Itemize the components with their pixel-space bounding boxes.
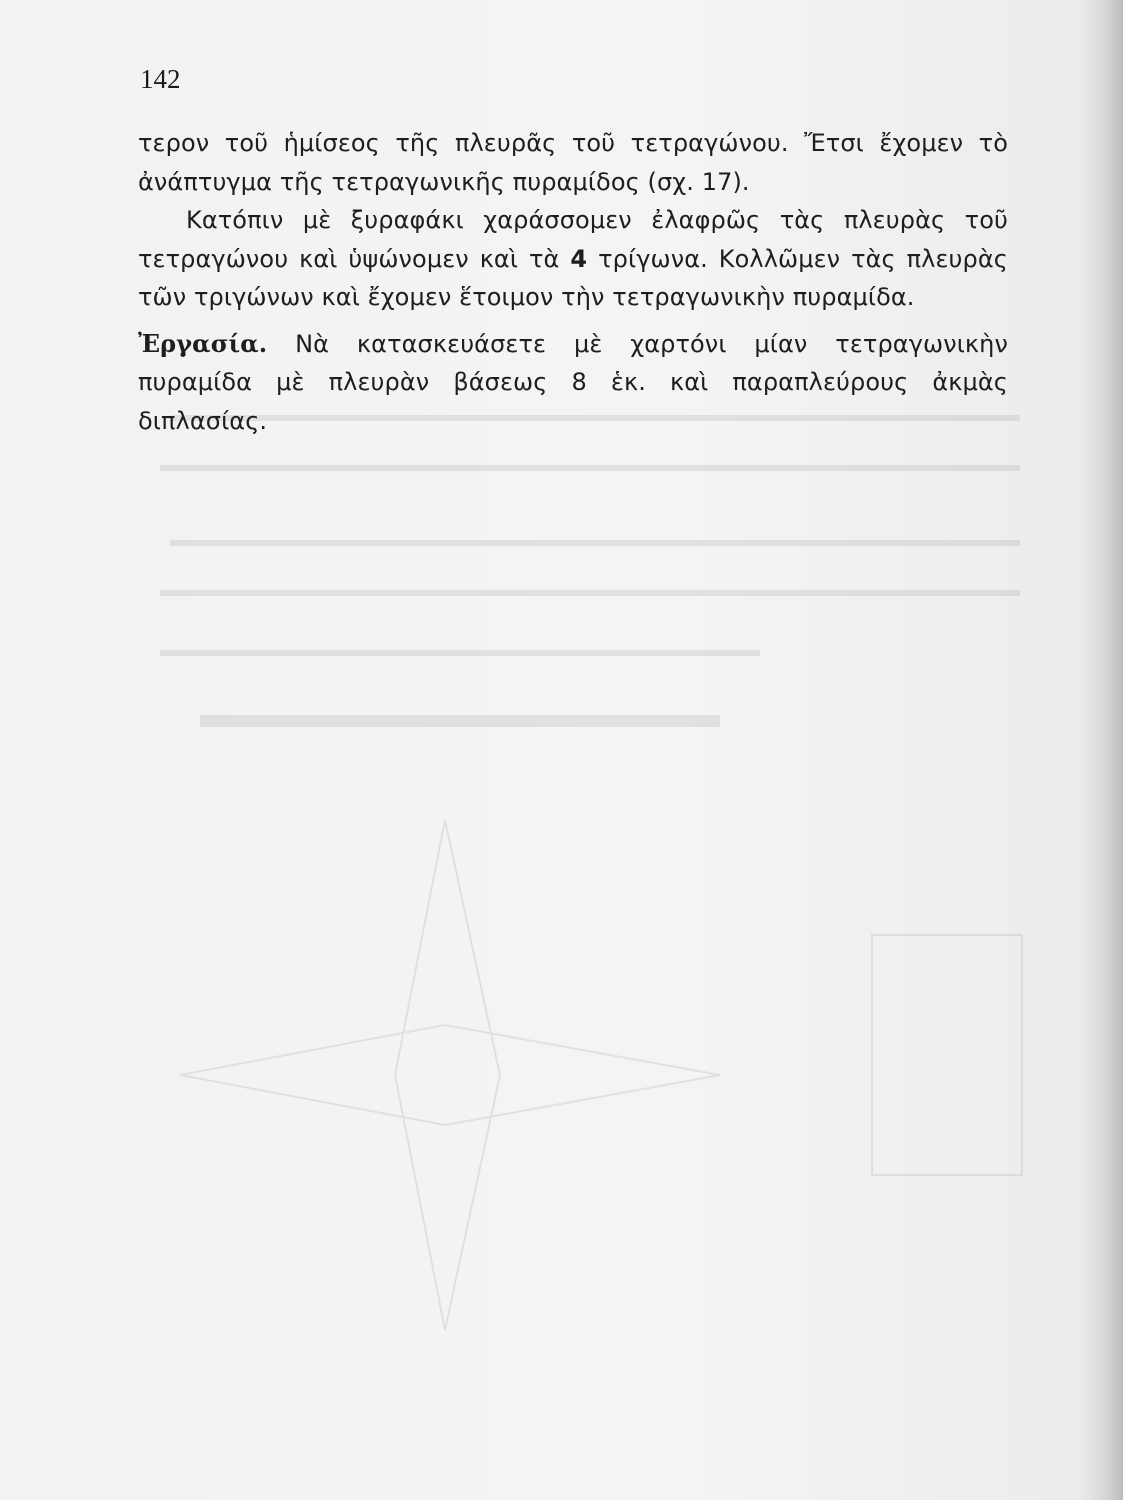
paragraph-2-text-start: Κατόπιν μὲ ξυραφάκι χαράσσομεν ἐλαφρῶς τὰς πλευρὰς τοῦ τετραγώνου καὶ ὑψώνομεν καὶ τὰ	[138, 206, 1008, 273]
paragraph-2	[138, 201, 1008, 317]
paragraph-2-text-end: τρίγωνα. Κολλῶμεν τὰς πλευρὰς τῶν τριγώνων καὶ ἔχομεν ἕτοιμον τὴν τετραγωνικὴν πυραμίδα.	[138, 244, 1008, 311]
exercise-heading: Ἐργασία.	[138, 328, 268, 358]
page-number: 142	[140, 64, 181, 94]
paragraph-2-number: 4	[570, 244, 588, 273]
body-text	[138, 124, 1008, 440]
paragraph-1-text: τερον τοῦ ἡμίσεος τῆς πλευρᾶς τοῦ τετραγώνου. Ἔτσι ἔχομεν τὸ ἀνάπτυγμα τῆς τετραγωνικῆς πυραμίδος (σχ. 17).	[138, 129, 1008, 196]
paragraph-3	[138, 325, 1008, 441]
paragraph-1	[138, 124, 1008, 201]
exercise-text: Νὰ κατασκευάσετε μὲ χαρτόνι μίαν τετραγωνικὴν πυραμίδα μὲ πλευρὰν βάσεως 8 ἑκ. καὶ παραπλεύρους ἀκμὰς διπλασίας.	[138, 329, 1008, 435]
